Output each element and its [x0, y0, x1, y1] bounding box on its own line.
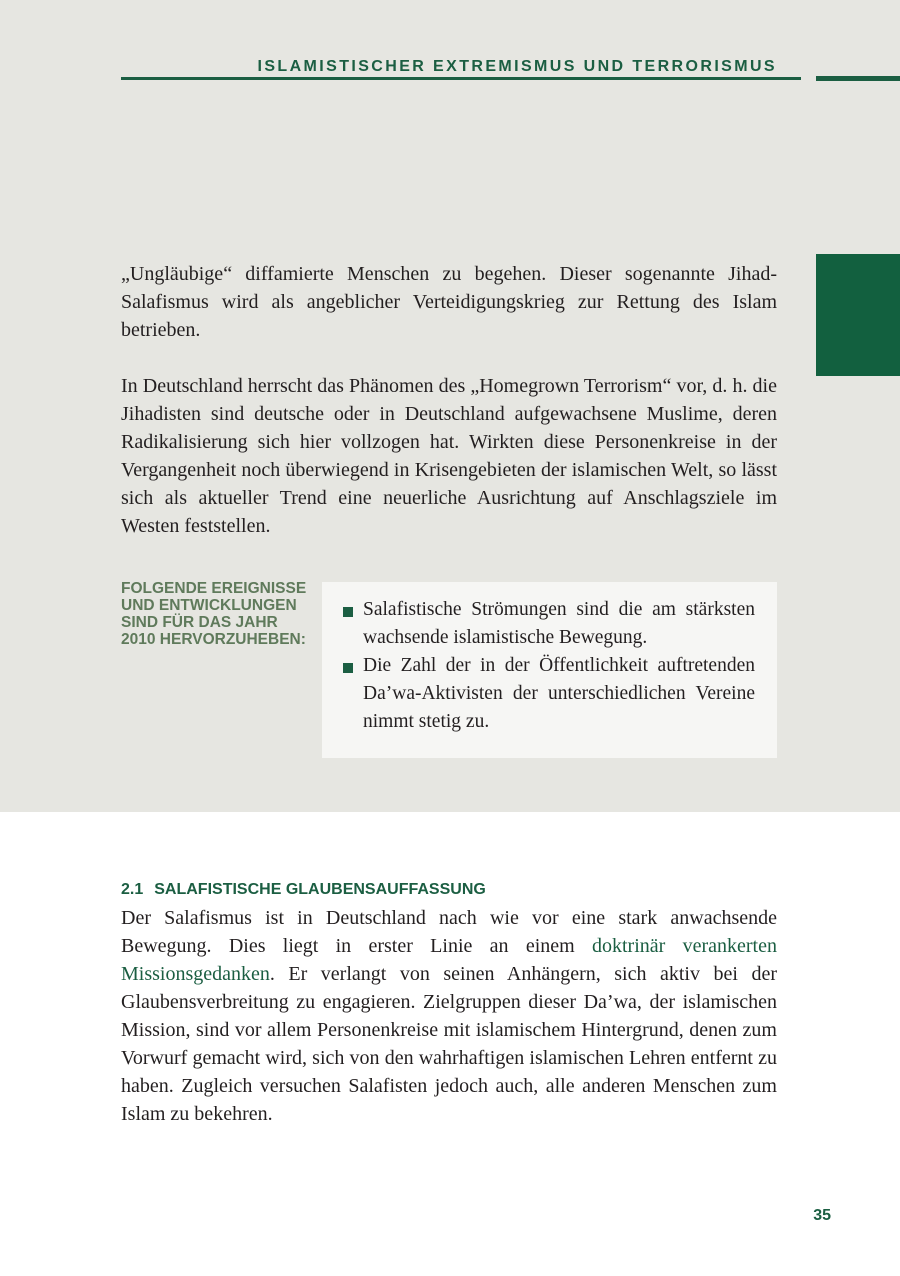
- paragraph-text: [121, 904, 777, 1128]
- square-bullet-icon: [343, 607, 353, 617]
- paragraph-text: In Deutschland herrscht das Phänomen des „Homegrown Terrorism“ vor, d. h. die Jihadisten sind deutsche oder in Deutschland aufgewachsene Muslime, deren Radikalisierung sich hier vollzogen hat. Wirkten diese Personenkreise in der Vergangenheit noch überwiegend in Krisengebieten der islamischen Welt, so lässt sich als aktueller Trend eine neuerliche Ausrichtung auf Anschlagsziele im Westen feststellen.: [121, 375, 777, 537]
- section-number: 2.1: [121, 881, 144, 898]
- highlight-item-text: Die Zahl der in der Öffentlichkeit auftretenden Da’wa-Aktivisten der unterschiedlichen Vereine nimmt stetig zu.: [363, 655, 755, 732]
- body-paragraph-2: [121, 372, 777, 540]
- section-heading: [121, 881, 777, 899]
- paragraph-text-part: . Er verlangt von seinen Anhängern, sich aktiv bei der Glaubensverbreitung zu engagieren. Zielgruppen dieser Da’wa, der islamischen Mission, sind vor allem Personenkreise mit islamischem Hintergrund, denen zum Vorwurf gemacht wird, sich von den wahrhaftigen islamischen Lehren entfernt zu haben. Zugleich versuchen Salafisten jedoch auch, alle anderen Menschen zum Islam zu bekehren.: [121, 963, 777, 1125]
- chapter-edge-tab: [816, 254, 900, 376]
- running-header-title: ISLAMISTISCHER EXTREMISMUS UND TERRORISMUS: [257, 58, 777, 75]
- paragraph-text-part: Der Salafismus ist in Deutschland nach wie vor eine stark anwachsende Bewegung. Dies liegt in erster Linie an einem: [121, 907, 777, 957]
- highlight-item: [342, 596, 755, 652]
- square-bullet-icon: [343, 663, 353, 673]
- page-number: 35: [813, 1207, 831, 1224]
- highlight-box: [322, 582, 777, 758]
- highlight-list: [342, 596, 755, 736]
- highlight-item: [342, 652, 755, 736]
- highlight-item-text: Salafistische Strömungen sind die am stärksten wachsende islamistische Bewegung.: [363, 599, 755, 648]
- header-rule: [121, 77, 801, 80]
- emphasized-term: doktrinär verankerten Missionsgedanken: [121, 935, 777, 985]
- sidebar-label: FOLGENDE EREIGNISSE UND ENTWICKLUNGEN SIND FÜR DAS JAHR 2010 HERVORZUHEBEN:: [121, 580, 307, 648]
- section-paragraph: [121, 904, 777, 1128]
- body-paragraph-1: [121, 260, 777, 344]
- paragraph-text: „Ungläubige“ diffamierte Menschen zu begehen. Dieser sogenannte Jihad-Salafismus wird als angeblicher Verteidigungskrieg zur Rettung des Islam betrieben.: [121, 263, 777, 341]
- header-edge-tab: [816, 76, 900, 81]
- section-title: SALAFISTISCHE GLAUBENSAUFFASSUNG: [154, 881, 486, 898]
